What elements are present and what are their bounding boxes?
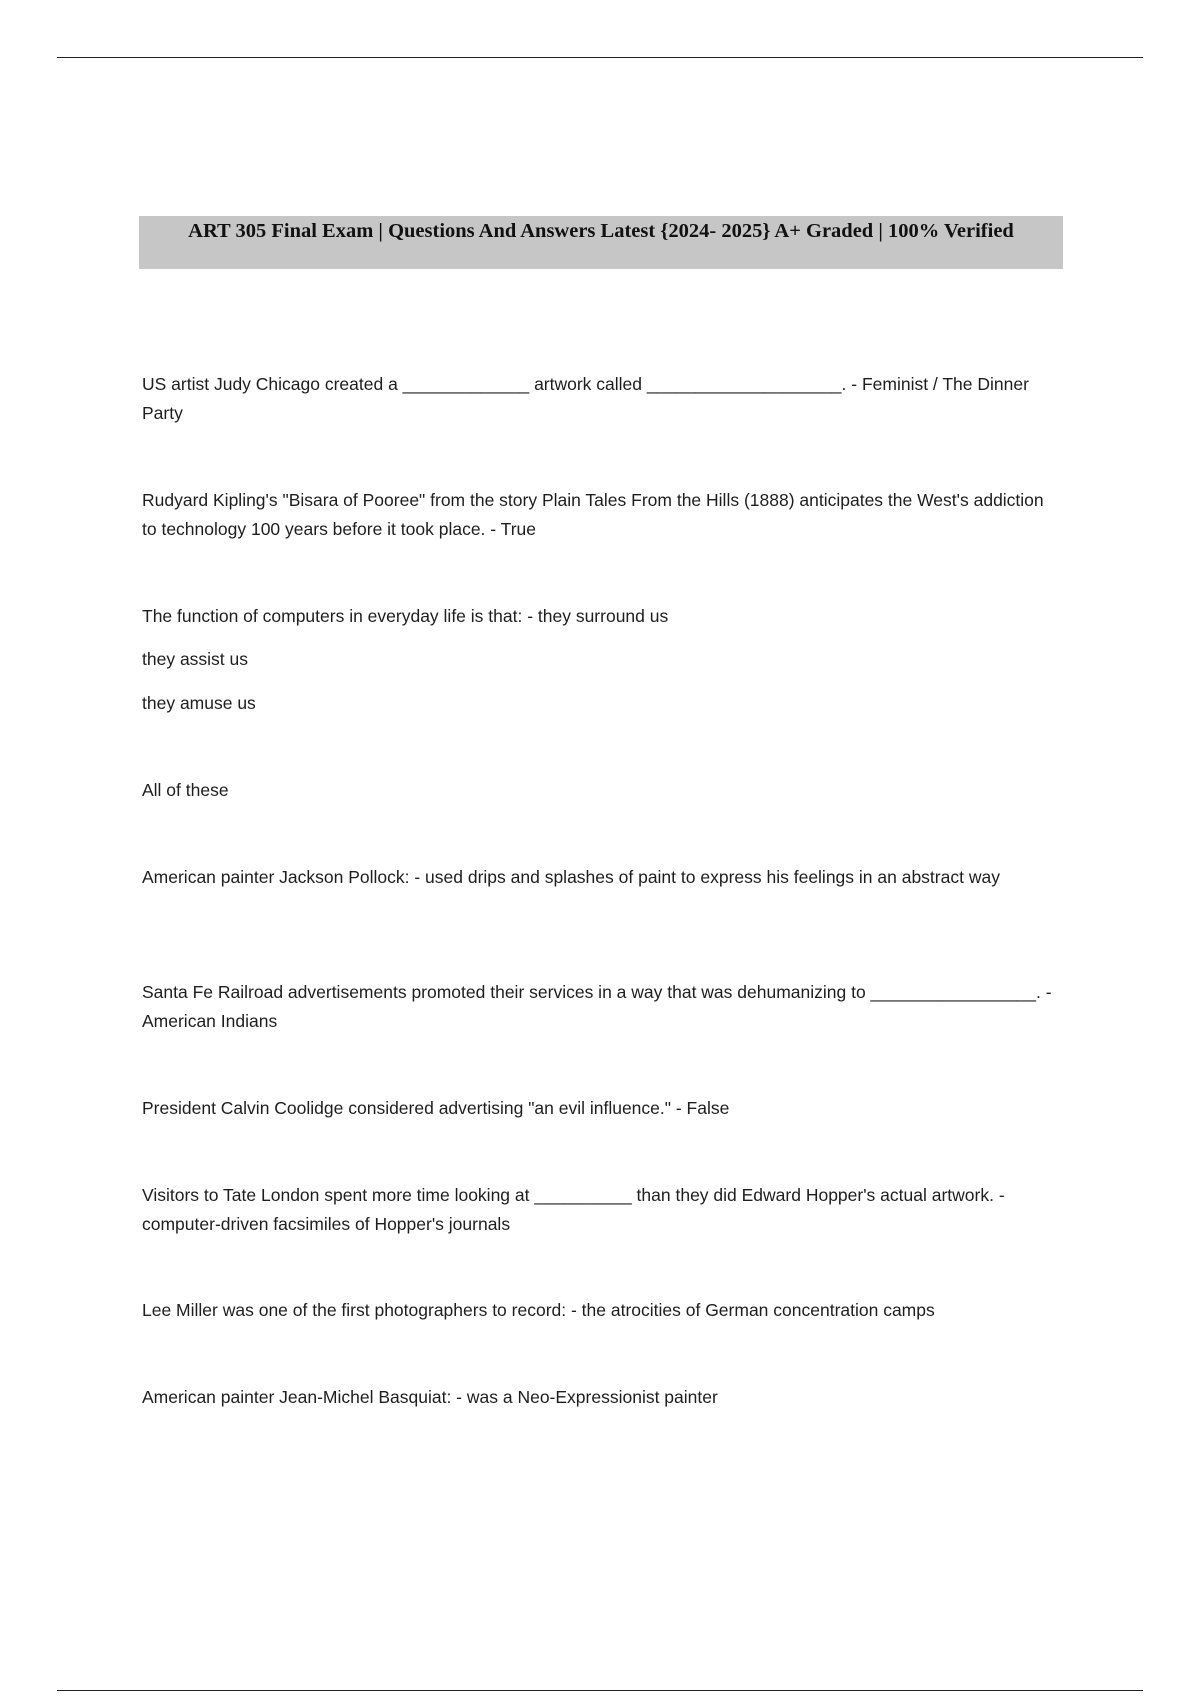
qa-entry-kipling: Rudyard Kipling's "Bisara of Pooree" from the story Plain Tales From the Hills (1888) anticipates the West's addiction to technology 100 years before it took place. - True <box>142 490 1044 539</box>
qa-entry-option-all: All of these <box>142 780 229 800</box>
qa-entry-pollock: American painter Jackson Pollock: - used drips and splashes of paint to express his feelings in an abstract way <box>142 867 1000 887</box>
qa-entry-computers-function: The function of computers in everyday life is that: - they surround us <box>142 606 669 626</box>
qa-entry-lee-miller: Lee Miller was one of the first photographers to record: - the atrocities of German concentration camps <box>142 1300 935 1320</box>
qa-entry-basquiat: American painter Jean-Michel Basquiat: - was a Neo-Expressionist painter <box>142 1387 718 1407</box>
qa-entry-santa-fe: Santa Fe Railroad advertisements promoted their services in a way that was dehumanizing to _________________. - American Indians <box>142 982 1052 1031</box>
qa-entry-option-amuse: they amuse us <box>142 693 256 713</box>
document-title: ART 305 Final Exam | Questions And Answers Latest {2024- 2025} A+ Graded | 100% Verified <box>139 216 1063 269</box>
bottom-rule <box>57 1690 1143 1691</box>
qa-entry-option-assist: they assist us <box>142 649 249 669</box>
qa-entry-tate-london: Visitors to Tate London spent more time looking at __________ than they did Edward Hopper's actual artwork. - computer-driven facsimiles of Hopper's journals <box>142 1185 1005 1234</box>
qa-entry-coolidge: President Calvin Coolidge considered advertising "an evil influence." - False <box>142 1098 730 1118</box>
qa-entry-judy-chicago: US artist Judy Chicago created a _____________ artwork called ____________________. - Feminist / The Dinner Party <box>142 374 1029 423</box>
top-rule <box>57 57 1143 58</box>
